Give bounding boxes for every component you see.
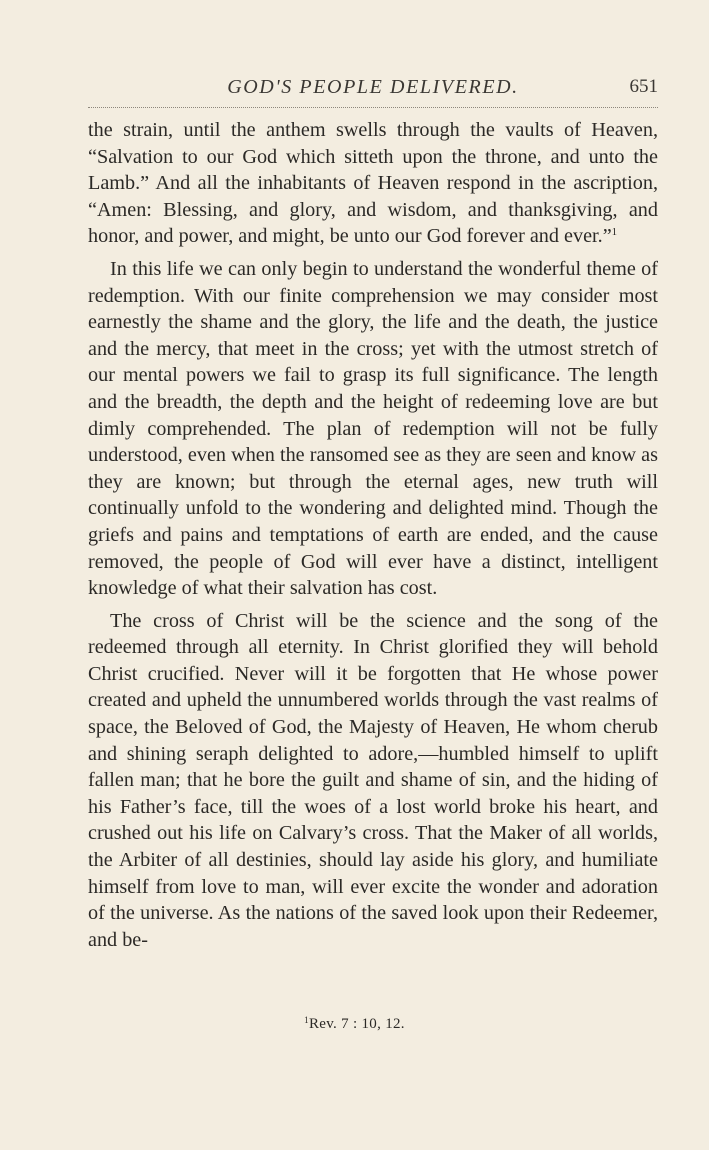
running-title: GOD'S PEOPLE DELIVERED.	[227, 76, 519, 98]
paragraph-text: In this life we can only begin to understand the wonderful theme of redemption. With our finite comprehension we may consider most earnestly the shame and the glory, the life and the death, the justice and the mercy, that meet in the cross; yet with the utmost stretch of our mental powers we fail to grasp its full significance. The length and the breadth, the depth and the height of redeeming love are but dimly comprehended. The plan of redemption will not be fully understood, even when the ransomed see as they are seen and know as they are known; but through the eternal ages, new truth will continually unfold to the wondering and delighted mind. Though the griefs and pains and temptations of earth are ended, and the cause removed, the people of God will ever have a distinct, intelligent knowledge of what their salvation has cost.	[88, 257, 658, 600]
paragraph-text: The cross of Christ will be the science and the song of the redeemed through all eternity. In Christ glorified they will behold Christ crucified. Never will it be forgotten that He whose power created and upheld the unnumbered worlds through the vast realms of space, the Beloved of God, the Majesty of Heaven, He whom cherub and shining seraph delighted to adore,—humbled himself to uplift fallen man; that he bore the guilt and shame of sin, and the hiding of his Father’s face, till the woes of a lost world broke his heart, and crushed out his life on Calvary’s cross. That the Maker of all worlds, the Arbiter of all destinies, should lay aside his glory, and humiliate himself from love to man, will ever excite the wonder and adoration of the universe. As the nations of the saved look upon their Redeemer, and be-	[88, 609, 658, 951]
running-head	[88, 76, 658, 102]
footnote	[0, 1016, 709, 1033]
body-text	[88, 117, 658, 953]
page-number: 651	[629, 76, 658, 97]
paragraph	[88, 608, 658, 954]
paragraph-text: the strain, until the anthem swells through the vaults of Heaven, “Salvation to our God which sitteth upon the throne, and unto the Lamb.” And all the inhabitants of Heaven respond in the ascription, “Amen: Blessing, and glory, and wisdom, and thanksgiving, and honor, and power, and might, be unto our God forever and ever.”	[88, 119, 658, 248]
paragraph-continuation	[88, 117, 658, 250]
header-rule	[88, 107, 658, 108]
paragraph	[88, 256, 658, 602]
footnote-reference: 1	[611, 226, 618, 239]
footnote-marker: 1	[304, 1015, 309, 1025]
footnote-text: Rev. 7 : 10, 12.	[308, 1016, 405, 1032]
